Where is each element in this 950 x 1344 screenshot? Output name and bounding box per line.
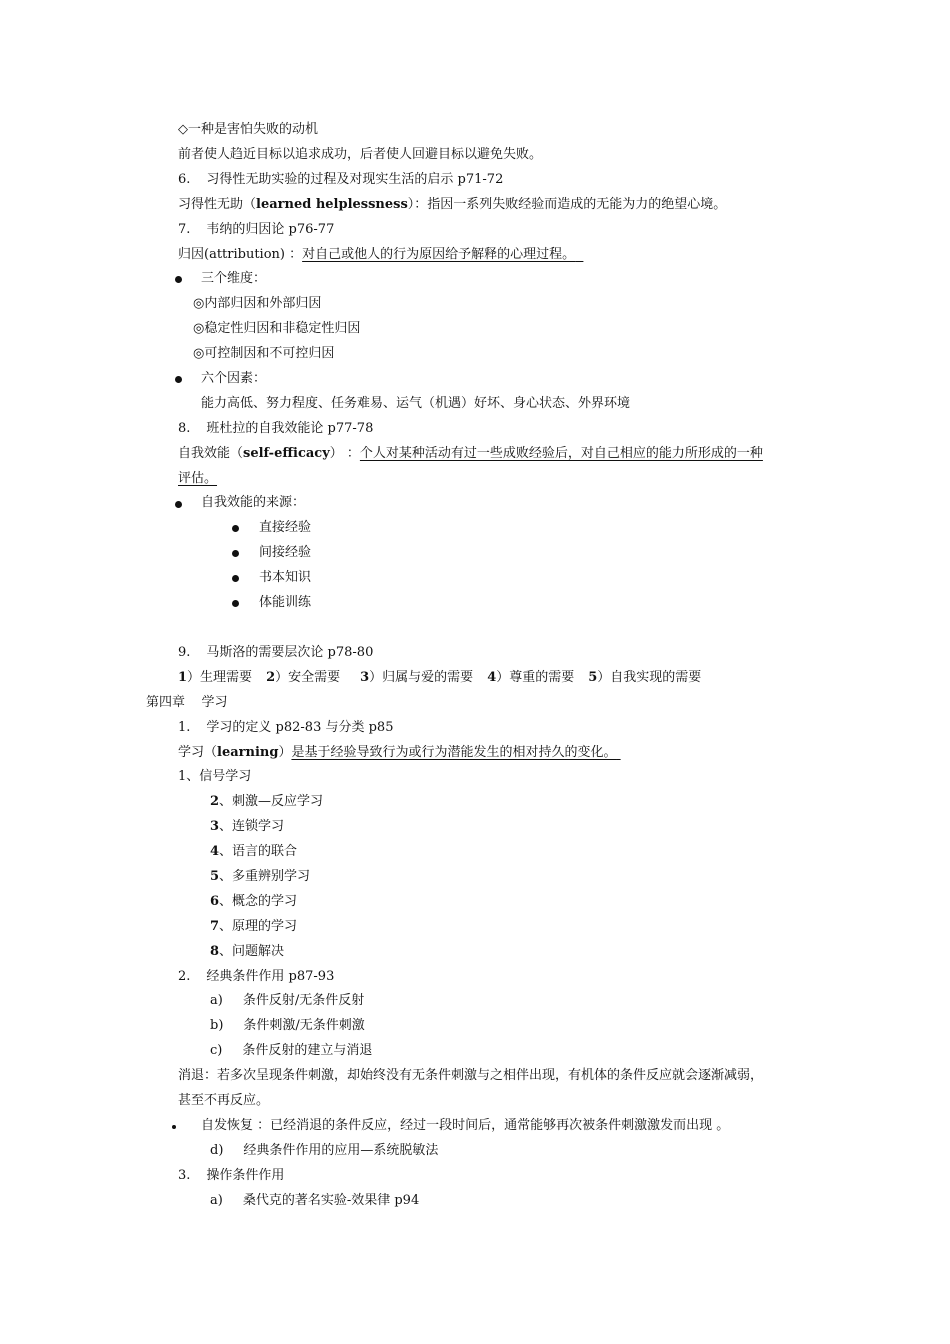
text-line: 能力高低、努力程度、任务难易、运气（机遇）好坏、身心状态、外界环境 (201, 396, 631, 411)
lettered-item (210, 992, 364, 1010)
bullet-text: 直接经验 (259, 520, 312, 535)
text-span: 自我效能（ (178, 446, 244, 461)
heading-text: 习得性无助实验的过程及对现实生活的启示 p71-72 (206, 172, 504, 187)
item-text: 桑代克的著名实验-效果律 p94 (242, 1193, 420, 1208)
item-number: 2. (178, 969, 191, 984)
item-number: 2 (210, 794, 220, 809)
text-span: 归因(attribution) ： (178, 247, 303, 262)
heading-text: 操作条件作用 (206, 1168, 285, 1183)
list-item (210, 818, 284, 836)
item-marker: a) (210, 993, 223, 1008)
bullet-text: 体能训练 (259, 595, 312, 610)
need-number: 4 (487, 670, 497, 685)
needs-list (178, 669, 701, 687)
text-span: 学习（ (178, 745, 218, 760)
item-number: 8. (178, 421, 191, 436)
numbered-heading (178, 719, 393, 737)
item-number: 9. (178, 645, 191, 660)
text-span: ）：指因一系列失败经验而造成的无能为力的绝望心境。 (407, 197, 727, 212)
heading-text: 韦纳的归因论 p76-77 (206, 222, 335, 237)
lettered-item (210, 1192, 419, 1210)
bullet-text: 间接经验 (259, 545, 312, 560)
bullet-dot (232, 550, 239, 557)
text-line: ◎可控制因和不可控归因 (193, 346, 335, 361)
underlined-definition: 对自己或他人的行为原因给予解释的心理过程。 (302, 247, 576, 262)
numbered-heading (178, 221, 334, 239)
need-text: ）尊重的需要 (496, 670, 575, 685)
lettered-item (210, 1042, 372, 1060)
bullet-dot (172, 1125, 176, 1129)
numbered-heading (178, 644, 373, 662)
term-english: self-efficacy (243, 446, 330, 461)
need-text: ）自我实现的需要 (597, 670, 702, 685)
definition-continued (178, 470, 217, 488)
text-line: 前者使人趋近目标以追求成功，后者使人回避目标以避免失败。 (178, 147, 543, 162)
text-line: ◎稳定性归因和非稳定性归因 (193, 321, 361, 336)
item-number: 3 (210, 819, 220, 834)
underlined-definition: 是基于经验导致行为或行为潜能发生的相对持久的变化。 (291, 745, 617, 760)
definition-line (178, 744, 621, 762)
text-span: 习得性无助（ (178, 197, 257, 212)
definition-line (178, 445, 763, 463)
item-number: 5 (210, 869, 220, 884)
bullet-text: 书本知识 (259, 570, 312, 585)
text-line: 消退：若多次呈现条件刺激，却始终没有无条件刺激与之相伴出现，有机体的条件反应就会逐渐减弱， (178, 1068, 764, 1083)
item-text: 、概念的学习 (219, 894, 298, 909)
need-number: 1 (178, 670, 188, 685)
bullet-dot (232, 575, 239, 582)
bullet-text: 三个维度： (201, 271, 267, 286)
item-number: 8 (210, 944, 220, 959)
item-text: 经典条件作用的应用—系统脱敏法 (243, 1143, 439, 1158)
text-line: 甚至不再反应。 (178, 1093, 270, 1108)
underlined-definition: 个人对某种活动有过一些成败经验后，对自己相应的能力所形成的一种 (359, 446, 763, 461)
item-number: 4 (210, 844, 220, 859)
item-number: 6 (210, 894, 220, 909)
item-text: 、多重辨别学习 (219, 869, 311, 884)
item-text: 、问题解决 (219, 944, 285, 959)
text-line: ◇一种是害怕失败的动机 (178, 122, 318, 137)
need-number: 5 (588, 670, 598, 685)
need-number: 2 (266, 670, 276, 685)
numbered-heading (178, 171, 503, 189)
need-text: ）归属与爱的需要 (369, 670, 474, 685)
term-english: learning (217, 745, 279, 760)
definition-line (178, 246, 583, 264)
bullet-dot (175, 376, 182, 383)
lettered-item (210, 1017, 365, 1035)
need-text: ）生理需要 (187, 670, 253, 685)
list-item (210, 918, 297, 936)
heading-text: 经典条件作用 p87-93 (206, 969, 335, 984)
numbered-heading (178, 420, 373, 438)
term-english: learned helplessness (256, 197, 408, 212)
item-marker: a) (210, 1193, 223, 1208)
item-text: 、连锁学习 (219, 819, 285, 834)
item-text: 条件刺激/无条件刺激 (243, 1018, 365, 1033)
item-text: 、语言的联合 (219, 844, 298, 859)
text-line: 1、信号学习 (178, 769, 252, 784)
item-number: 3. (178, 1168, 191, 1183)
item-text: 条件反射/无条件反射 (242, 993, 365, 1008)
heading-text: 学习的定义 p82-83 与分类 p85 (206, 720, 394, 735)
chapter-title: 第四章 学习 (146, 695, 228, 710)
list-item (210, 843, 297, 861)
bullet-text: 自我效能的来源： (201, 495, 306, 510)
heading-text: 马斯洛的需要层次论 p78-80 (206, 645, 374, 660)
item-number: 7. (178, 222, 191, 237)
numbered-heading (178, 1167, 284, 1185)
numbered-heading (178, 968, 334, 986)
text-span: ） ： (329, 446, 360, 461)
need-text: ）安全需要 (275, 670, 341, 685)
text-span: ） (278, 745, 292, 760)
definition-line (178, 196, 726, 214)
item-marker: b) (210, 1018, 224, 1033)
text-line: ◎内部归因和外部归因 (193, 296, 322, 311)
heading-text: 班杜拉的自我效能论 p77-78 (206, 421, 374, 436)
bullet-dot (232, 600, 239, 607)
need-number: 3 (360, 670, 370, 685)
list-item (210, 893, 297, 911)
bullet-dot (175, 501, 182, 508)
underlined-definition: 评估。 (178, 471, 218, 486)
item-text: 、刺激—反应学习 (219, 794, 324, 809)
bullet-dot (175, 276, 182, 283)
bullet-dot (232, 525, 239, 532)
bullet-text: 自发恢复 ：已经消退的条件反应，经过一段时间后，通常能够再次被条件刺激激发而出现 。 (201, 1118, 730, 1133)
item-number: 6. (178, 172, 191, 187)
list-item (210, 868, 310, 886)
item-text: 条件反射的建立与消退 (242, 1043, 373, 1058)
list-item (210, 943, 284, 961)
bullet-text: 六个因素： (201, 371, 267, 386)
item-marker: c) (210, 1043, 223, 1058)
item-number: 1. (178, 720, 191, 735)
item-text: 、原理的学习 (219, 919, 298, 934)
item-marker: d) (210, 1143, 224, 1158)
item-number: 7 (210, 919, 220, 934)
lettered-item (210, 1142, 438, 1160)
list-item (210, 793, 323, 811)
